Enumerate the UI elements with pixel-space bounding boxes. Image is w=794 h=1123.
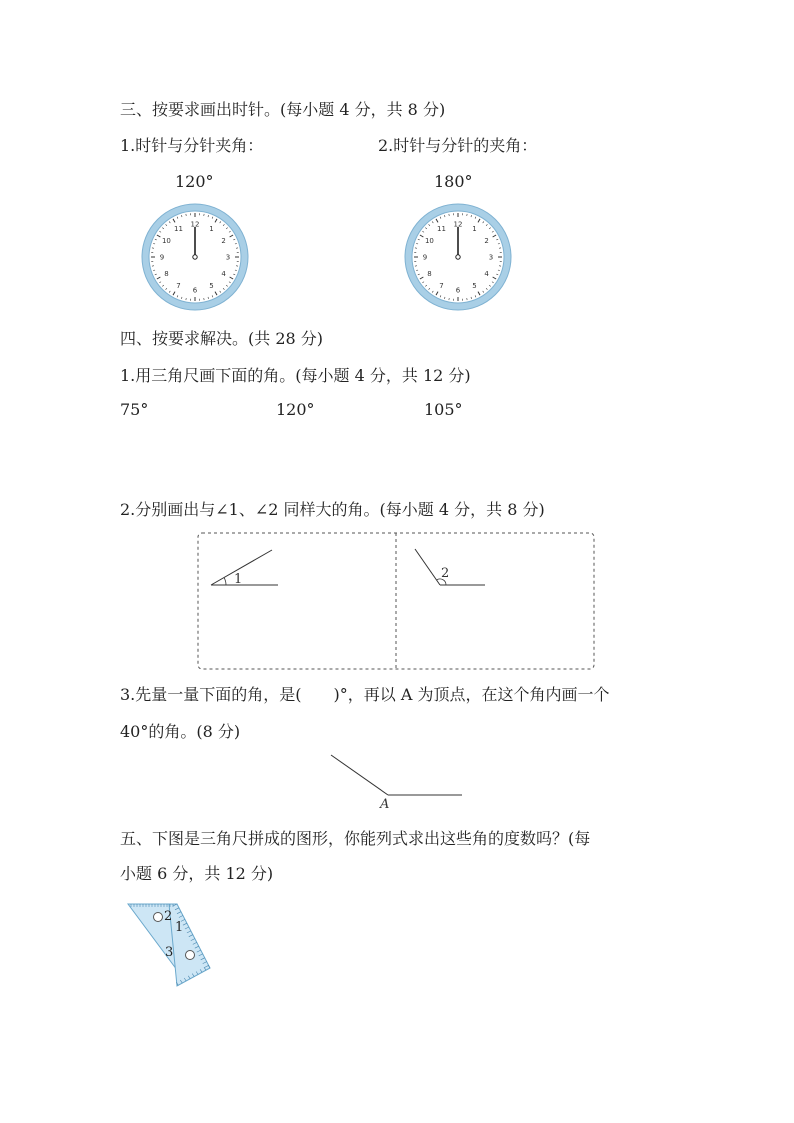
clock-number-6: 6 [455,286,461,295]
angle-2-figure [415,549,485,585]
angle-1-figure [211,550,278,587]
angle-1-mark: 1 [234,572,243,587]
q2-angle: 180° [434,172,473,191]
clock-number-2: 2 [221,237,226,245]
clock-number-7: 7 [176,282,181,291]
vertex-a-label: A [380,797,390,812]
angle-2-mark: 2 [441,566,450,581]
q1-angle: 120° [175,172,214,191]
section4-heading: 四、按要求解决。(共 28 分) [120,329,324,348]
q4-3-line1: 3.先量一量下面的角，是( )°，再以 A 为顶点，在这个角内画一个 [120,685,610,704]
clock-number-1: 1 [472,224,477,233]
clock-face-2[interactable] [405,204,511,310]
clock-number-10: 10 [424,237,434,245]
clock-number-4: 4 [221,270,226,278]
angle-75: 75° [120,400,149,419]
section5-heading-line1: 五、下图是三角尺拼成的图形，你能列式求出这些角的度数吗？(每 [120,829,591,848]
clock-number-1: 1 [209,224,214,233]
clock-number-4: 4 [484,270,489,278]
clock-number-9: 9 [422,253,428,262]
clock-number-3: 3 [488,253,494,262]
clock-number-7: 7 [439,282,444,291]
clock-number-2: 2 [484,237,489,245]
clock-number-5: 5 [209,282,214,291]
ruler-angle-label-2: 2 [164,909,173,924]
ruler-hole-top [154,913,163,922]
clock-number-12: 12 [190,220,200,229]
angle-a-figure [331,755,462,812]
clock-center [193,255,197,259]
ruler-hole-bottom [186,951,195,960]
clock-number-10: 10 [161,237,171,245]
q4-1-label: 1.用三角尺画下面的角。(每小题 4 分，共 12 分) [120,366,471,385]
q4-3-line2: 40°的角。(8 分) [120,722,241,741]
angle-105: 105° [424,400,463,419]
angle-120: 120° [276,400,315,419]
clock-number-6: 6 [192,286,198,295]
clock-number-11: 11 [174,224,183,233]
clock-number-8: 8 [164,270,169,278]
clock-number-8: 8 [427,270,432,278]
clock-number-12: 12 [453,220,463,229]
clock-number-11: 11 [437,224,446,233]
ruler-angle-label-1: 1 [175,920,184,935]
q2-label: 2.时针与分针的夹角： [378,136,538,155]
clock-number-5: 5 [472,282,477,291]
clock-number-9: 9 [159,253,165,262]
ruler-angle-label-3: 3 [165,945,174,960]
section3-heading: 三、按要求画出时针。(每小题 4 分，共 8 分) [120,100,446,119]
clock-face-1[interactable] [142,204,248,310]
triangle-ruler-right [169,904,210,986]
q4-2-label: 2.分别画出与∠1、∠2 同样大的角。(每小题 4 分，共 8 分) [120,500,545,519]
clock-number-3: 3 [225,253,231,262]
triangle-ruler-figure [128,904,210,986]
section5-heading-line2: 小题 6 分，共 12 分) [120,864,274,883]
q1-label: 1.时针与分针夹角： [120,136,264,155]
clock-center [456,255,460,259]
